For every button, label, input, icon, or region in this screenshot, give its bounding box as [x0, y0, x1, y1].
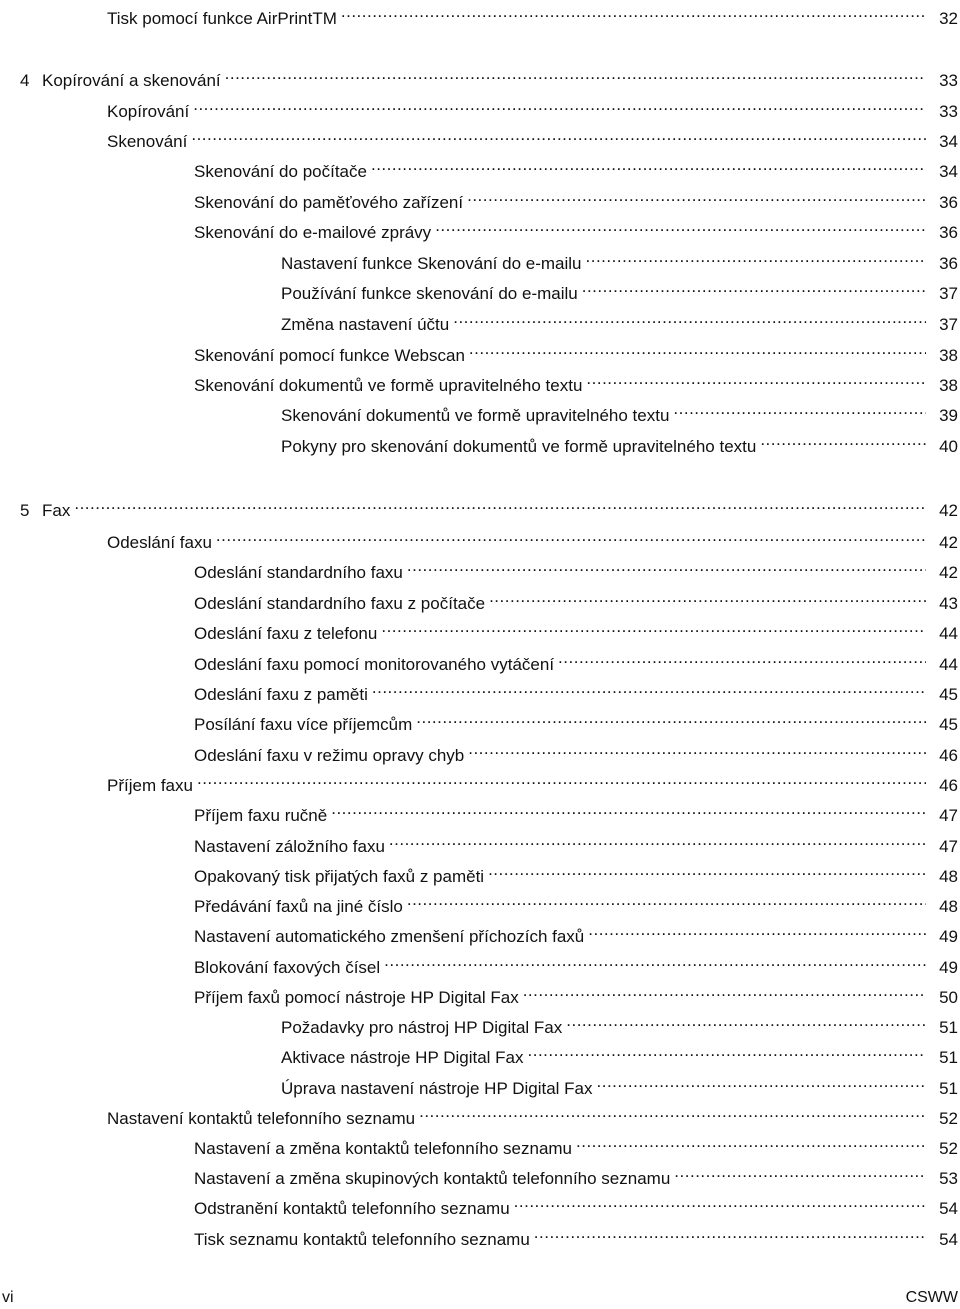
toc-entry[interactable]	[0, 676, 960, 704]
toc-entry[interactable]	[0, 706, 960, 734]
toc-entry[interactable]	[0, 615, 960, 643]
toc-page-number: 37	[939, 315, 958, 334]
toc-dot-leader	[341, 0, 926, 24]
toc-entry[interactable]	[0, 214, 960, 242]
toc-entry-title: Odeslání standardního faxu z počítače	[194, 594, 486, 613]
toc-entry[interactable]	[0, 888, 960, 916]
toc-entry[interactable]	[0, 1070, 960, 1098]
toc-page-number: 52	[939, 1109, 958, 1128]
toc-entry-title: Požadavky pro nástroj HP Digital Fax	[281, 1018, 563, 1037]
toc-entry[interactable]	[0, 1100, 960, 1128]
toc-entry[interactable]	[0, 337, 960, 365]
toc-page-number: 46	[939, 746, 958, 765]
toc-dot-leader	[469, 337, 926, 361]
toc-entry[interactable]	[0, 153, 960, 181]
toc-page-number: 36	[939, 193, 958, 212]
toc-entry-title: Aktivace nástroje HP Digital Fax	[281, 1048, 524, 1067]
toc-dot-leader	[197, 767, 926, 791]
toc-page-number: 38	[939, 376, 958, 395]
toc-entry-title: Skenování do paměťového zařízení	[194, 193, 464, 212]
toc-dot-leader	[331, 797, 926, 821]
toc-entry-title: Skenování do počítače	[194, 162, 367, 181]
toc-dot-leader	[435, 214, 926, 238]
toc-page-number: 54	[939, 1199, 958, 1218]
toc-entry[interactable]	[0, 918, 960, 946]
toc-page-number: 37	[939, 284, 958, 303]
toc-dot-leader	[407, 888, 926, 912]
toc-entry-title: Nastavení kontaktů telefonního seznamu	[107, 1109, 416, 1128]
toc-dot-leader	[416, 706, 926, 730]
toc-entry-title: Příjem faxu	[107, 776, 193, 795]
toc-entry-title: Předávání faxů na jiné číslo	[194, 897, 403, 916]
toc-dot-leader	[523, 979, 926, 1003]
toc-entry-title: Nastavení a změna skupinových kontaktů telefonního seznamu	[194, 1169, 671, 1188]
toc-entry[interactable]	[0, 184, 960, 212]
toc-page-number: 44	[939, 624, 958, 643]
toc-entry-title: Pokyny pro skenování dokumentů ve formě upravitelného textu	[281, 437, 757, 456]
toc-entry[interactable]	[0, 245, 960, 273]
toc-entry-title: Změna nastavení účtu	[281, 315, 450, 334]
toc-entry-title: Blokování faxových čísel	[194, 958, 381, 977]
toc-page-number: 32	[939, 9, 958, 28]
toc-dot-leader	[514, 1190, 926, 1214]
toc-entry[interactable]	[0, 1221, 960, 1249]
toc-dot-leader	[588, 918, 926, 942]
toc-dot-leader	[467, 184, 926, 208]
toc-dot-leader	[673, 397, 926, 421]
toc-page-number: 48	[939, 897, 958, 916]
toc-dot-leader	[407, 554, 926, 578]
toc-page-number: 52	[939, 1139, 958, 1158]
toc-page-number: 36	[939, 254, 958, 273]
toc-chapter-entry[interactable]	[0, 62, 960, 90]
toc-page-number: 54	[939, 1230, 958, 1249]
toc-entry-title: Nastavení záložního faxu	[194, 837, 385, 856]
toc-entry[interactable]	[0, 1190, 960, 1218]
toc-entry-title: Fax	[42, 501, 71, 520]
footer-page-number: vi	[2, 1289, 14, 1306]
toc-dot-leader	[381, 615, 926, 639]
toc-entry-title: Odeslání faxu v režimu opravy chyb	[194, 746, 465, 765]
toc-entry[interactable]	[0, 828, 960, 856]
toc-entry-title: Odeslání faxu z paměti	[194, 685, 368, 704]
toc-page-number: 36	[939, 223, 958, 242]
toc-entry[interactable]	[0, 554, 960, 582]
toc-entry-title: Příjem faxů pomocí nástroje HP Digital Fax	[194, 988, 519, 1007]
toc-entry-title: Odstranění kontaktů telefonního seznamu	[194, 1199, 510, 1218]
toc-page-number: 49	[939, 958, 958, 977]
toc-dot-leader	[371, 153, 926, 177]
toc-entry-title: Odeslání standardního faxu	[194, 563, 403, 582]
toc-page-number: 53	[939, 1169, 958, 1188]
toc-entry[interactable]	[0, 123, 960, 151]
toc-page-number: 47	[939, 837, 958, 856]
toc-dot-leader	[74, 492, 926, 516]
toc-entry[interactable]	[0, 306, 960, 334]
toc-page-number: 42	[939, 501, 958, 520]
toc-page-number: 44	[939, 655, 958, 674]
toc-entry[interactable]	[0, 428, 960, 456]
toc-chapter-entry[interactable]	[0, 492, 960, 520]
toc-page-number: 51	[939, 1018, 958, 1037]
toc-dot-leader	[586, 367, 926, 391]
toc-entry[interactable]	[0, 585, 960, 613]
toc-entry-title: Skenování dokumentů ve formě upravitelného textu	[194, 376, 583, 395]
toc-page-number: 48	[939, 867, 958, 886]
footer-doc-code: CSWW	[905, 1289, 958, 1306]
toc-dot-leader	[453, 306, 926, 330]
toc-entry[interactable]	[0, 767, 960, 795]
toc-page-number: 38	[939, 346, 958, 365]
toc-dot-leader	[760, 428, 926, 452]
toc-entry[interactable]	[0, 858, 960, 886]
toc-dot-leader	[225, 62, 926, 86]
toc-entry-title: Skenování	[107, 132, 188, 151]
toc-dot-leader	[558, 646, 926, 670]
toc-page-number: 33	[939, 71, 958, 90]
toc-entry[interactable]	[0, 1160, 960, 1188]
toc-entry[interactable]	[0, 1130, 960, 1158]
toc-dot-leader	[528, 1039, 926, 1063]
toc-page-number: 42	[939, 563, 958, 582]
toc-chapter-number: 4	[20, 71, 30, 90]
toc-entry[interactable]	[0, 1039, 960, 1067]
toc-dot-leader	[582, 275, 926, 299]
toc-page-number: 45	[939, 715, 958, 734]
toc-dot-leader	[566, 1009, 926, 1033]
toc-dot-leader	[191, 123, 926, 147]
toc-dot-leader	[586, 245, 926, 269]
toc-dot-leader	[419, 1100, 926, 1124]
toc-dot-leader	[216, 524, 926, 548]
toc-entry-title: Posílání faxu více příjemcům	[194, 715, 413, 734]
toc-page-number: 50	[939, 988, 958, 1007]
toc-entry-title: Odeslání faxu pomocí monitorovaného vytáčení	[194, 655, 555, 674]
toc-page-number: 40	[939, 437, 958, 456]
toc-page-number: 51	[939, 1048, 958, 1067]
toc-entry-title: Úprava nastavení nástroje HP Digital Fax	[281, 1079, 593, 1098]
toc-entry-title: Kopírování a skenování	[42, 71, 221, 90]
toc-entry-title: Skenování do e-mailové zprávy	[194, 223, 432, 242]
toc-dot-leader	[468, 737, 926, 761]
toc-entry-title: Nastavení funkce Skenování do e-mailu	[281, 254, 582, 273]
toc-page-number: 34	[939, 132, 958, 151]
toc-dot-leader	[372, 676, 926, 700]
toc-entry[interactable]	[0, 737, 960, 765]
toc-dot-leader	[674, 1160, 926, 1184]
toc-dot-leader	[384, 949, 926, 973]
toc-entry-title: Odeslání faxu	[107, 533, 212, 552]
toc-entry[interactable]	[0, 1009, 960, 1037]
toc-entry-title: Nastavení automatického zmenšení příchozích faxů	[194, 927, 585, 946]
toc-page-number: 34	[939, 162, 958, 181]
toc-chapter-number: 5	[20, 501, 30, 520]
toc-entry-title: Tisk seznamu kontaktů telefonního seznamu	[194, 1230, 530, 1249]
toc-page-number: 43	[939, 594, 958, 613]
toc-entry[interactable]	[0, 949, 960, 977]
toc-page-number: 45	[939, 685, 958, 704]
toc-entry[interactable]	[0, 0, 960, 28]
toc-entry[interactable]	[0, 367, 960, 395]
toc-dot-leader	[597, 1070, 926, 1094]
toc-dot-leader	[193, 93, 926, 117]
toc-entry-title: Skenování pomocí funkce Webscan	[194, 346, 465, 365]
toc-entry-title: Kopírování	[107, 102, 190, 121]
toc-entry-title: Tisk pomocí funkce AirPrintTM	[107, 9, 337, 28]
toc-page-number: 51	[939, 1079, 958, 1098]
toc-entry[interactable]	[0, 397, 960, 425]
toc-entry-title: Odeslání faxu z telefonu	[194, 624, 378, 643]
toc-entry-title: Opakovaný tisk přijatých faxů z paměti	[194, 867, 485, 886]
toc-entry-title: Nastavení a změna kontaktů telefonního seznamu	[194, 1139, 573, 1158]
toc-page-number: 49	[939, 927, 958, 946]
toc-page-number: 42	[939, 533, 958, 552]
toc-dot-leader	[534, 1221, 926, 1245]
toc-entry[interactable]	[0, 524, 960, 552]
toc-entry[interactable]	[0, 979, 960, 1007]
toc-entry-title: Skenování dokumentů ve formě upravitelného textu	[281, 406, 670, 425]
toc-entry[interactable]	[0, 797, 960, 825]
toc-entry-title: Používání funkce skenování do e-mailu	[281, 284, 578, 303]
toc-page-number: 46	[939, 776, 958, 795]
toc-dot-leader	[489, 585, 926, 609]
toc-entry[interactable]	[0, 275, 960, 303]
toc-dot-leader	[576, 1130, 926, 1154]
toc-entry-title: Příjem faxu ručně	[194, 806, 328, 825]
toc-page-number: 33	[939, 102, 958, 121]
toc-page-number: 47	[939, 806, 958, 825]
toc-entry[interactable]	[0, 93, 960, 121]
toc-dot-leader	[389, 828, 926, 852]
toc-page-number: 39	[939, 406, 958, 425]
toc-entry[interactable]	[0, 646, 960, 674]
toc-dot-leader	[488, 858, 926, 882]
